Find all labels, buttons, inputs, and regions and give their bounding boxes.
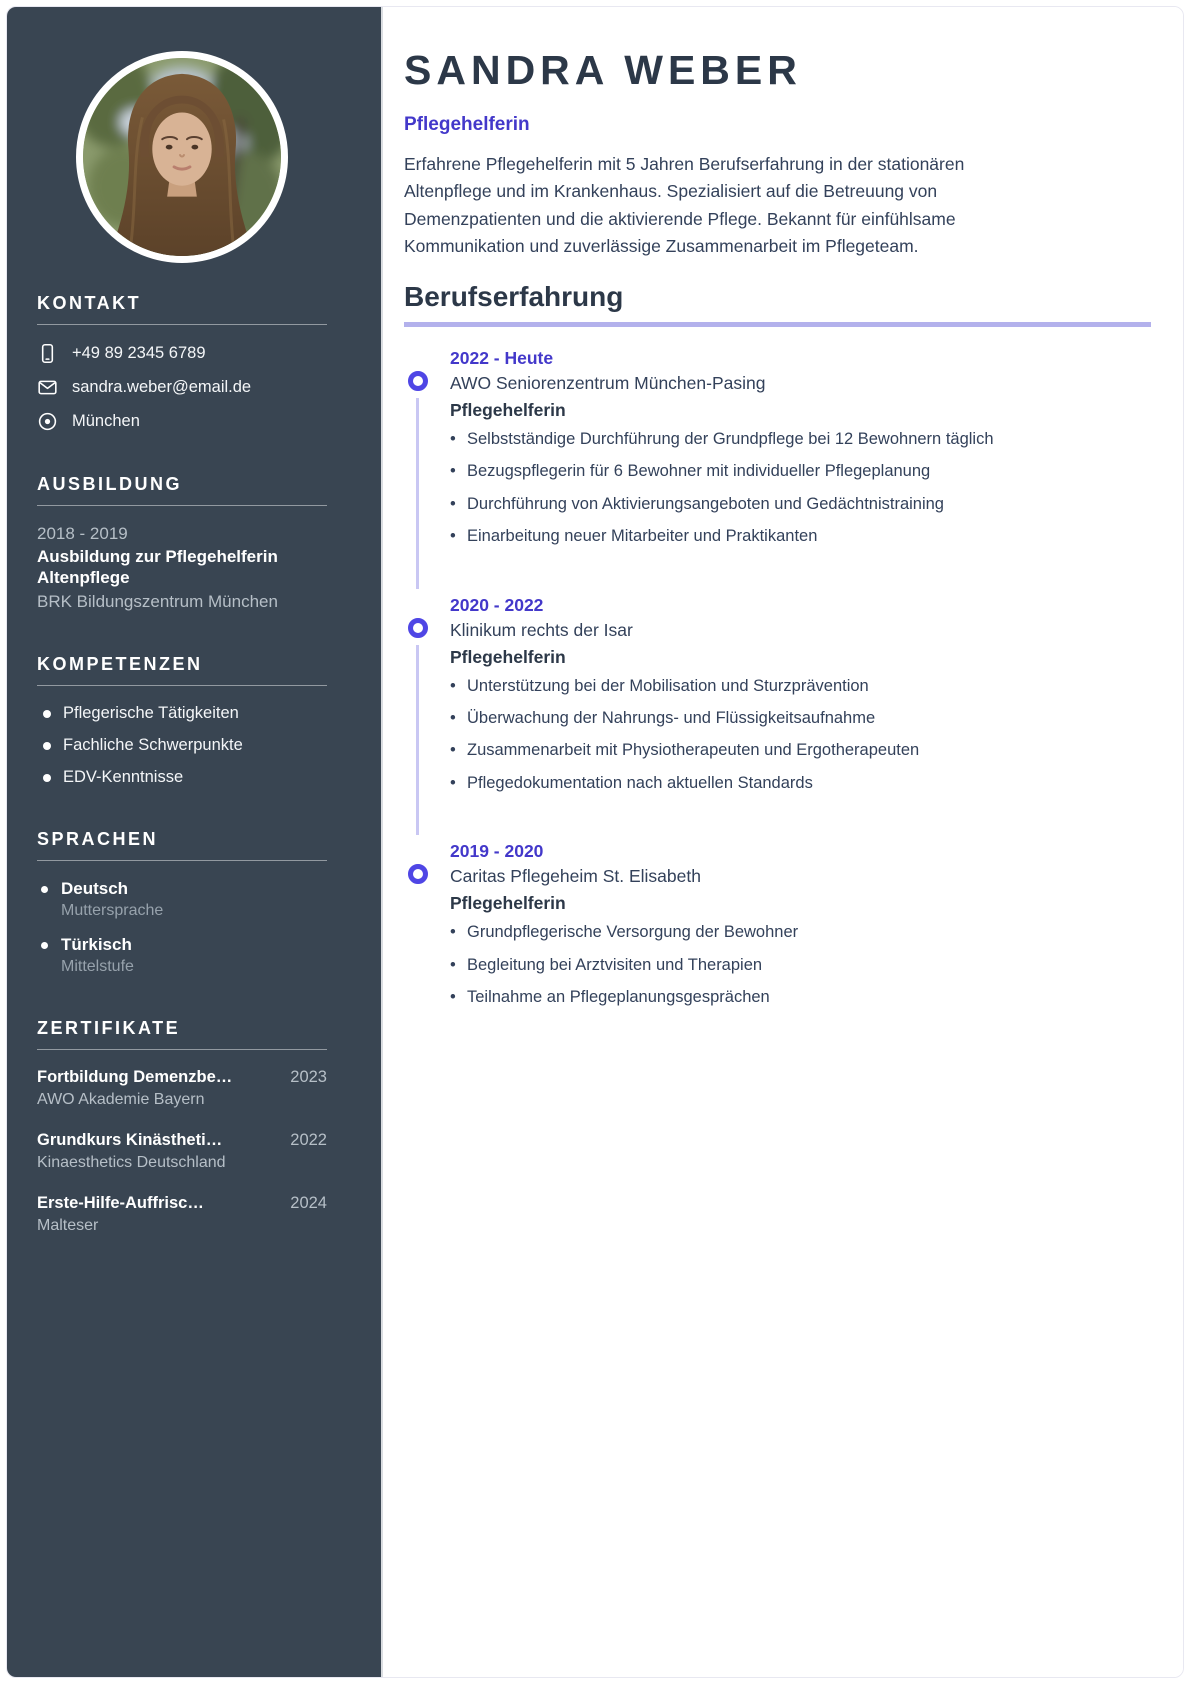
- bullet-item: • Selbstständige Durchführung der Grundpflege bei 12 Bewohnern täglich: [450, 428, 1067, 451]
- certificate-item: [37, 1194, 327, 1235]
- timeline-marker-icon: [408, 371, 428, 391]
- certificate-year: 2022: [290, 1130, 327, 1149]
- certificates-section: [37, 1018, 327, 1235]
- contact-location-text: München: [72, 412, 140, 430]
- contact-heading: KONTAKT: [37, 293, 142, 313]
- certificates-heading: ZERTIFIKATE: [37, 1017, 181, 1038]
- education-school: BRK Bildungszentrum München: [37, 591, 278, 611]
- entry-role: Pflegehelferin: [450, 399, 566, 420]
- education-degree: Ausbildung zur Pflegehelferin Altenpflege: [37, 547, 278, 588]
- languages-section: [37, 829, 327, 976]
- experience-timeline: [404, 348, 1151, 1010]
- profile-summary: Erfahrene Pflegehelferin mit 5 Jahren Berufserfahrung in der stationären Altenpflege und im Krankenhaus. Spezialisiert auf die Betreuung von Demenzpatienten und die aktivierende Pflege. Bekannt für einfühlsame Kommunikation und zuverlässige Zusammenarbeit im Pflegeteam.: [404, 154, 965, 257]
- contact-phone: [37, 343, 327, 364]
- skills-heading: KOMPETENZEN: [37, 653, 203, 674]
- bullet-item: • Begleitung bei Arztvisiten und Therapien: [450, 954, 1067, 977]
- main-content: [383, 7, 1183, 1677]
- education-heading: AUSBILDUNG: [37, 474, 182, 494]
- bullet-item: • Teilnahme an Pflegeplanungsgesprächen: [450, 986, 1067, 1009]
- language-item: [37, 935, 327, 976]
- experience-entry: [404, 348, 1151, 549]
- language-level: Mittelstufe: [61, 957, 134, 975]
- bullet-item: • Überwachung der Nahrungs- und Flüssigkeitsaufnahme: [450, 707, 1067, 730]
- timeline-marker-icon: [408, 864, 428, 884]
- entry-company: AWO Seniorenzentrum München-Pasing: [450, 372, 766, 393]
- languages-heading: SPRACHEN: [37, 828, 159, 849]
- phone-icon: [37, 343, 58, 364]
- experience-entry: [404, 841, 1151, 1009]
- bullet-item: • Grundpflegerische Versorgung der Bewohner: [450, 921, 1067, 944]
- certificate-issuer: Kinaesthetics Deutschland: [37, 1153, 226, 1171]
- experience-heading: Berufserfahrung: [404, 281, 1151, 327]
- experience-entry: [404, 595, 1151, 796]
- contact-email: [37, 377, 327, 398]
- certificate-year: 2024: [290, 1193, 327, 1212]
- certificate-issuer: AWO Akademie Bayern: [37, 1090, 205, 1108]
- entry-bullets: [450, 921, 1151, 1009]
- certificate-issuer: Malteser: [37, 1216, 99, 1234]
- bullet-item: • Pflegedokumentation nach aktuellen Standards: [450, 772, 1067, 795]
- entry-period: 2022 - Heute: [450, 347, 554, 368]
- bullet-item: • Unterstützung bei der Mobilisation und Sturzprävention: [450, 675, 1067, 698]
- resume-card: [6, 6, 1184, 1678]
- entry-period: 2020 - 2022: [450, 594, 544, 615]
- certificate-item: [37, 1131, 327, 1172]
- bullet-item: • Bezugspflegerin für 6 Bewohner mit individueller Pflegeplanung: [450, 460, 1067, 483]
- divider: [37, 1049, 327, 1050]
- language-name: Türkisch: [61, 934, 132, 954]
- entry-bullets: [450, 428, 1151, 549]
- sidebar: [7, 7, 383, 1677]
- language-level: Muttersprache: [61, 901, 164, 919]
- portrait-illustration: [83, 58, 281, 256]
- person-name: SANDRA WEBER: [404, 47, 802, 93]
- divider: [37, 505, 327, 506]
- contact-email-text: sandra.weber@email.de: [72, 378, 252, 396]
- contact-location: [37, 411, 327, 432]
- bullet-item: • Zusammenarbeit mit Physiotherapeuten und Ergotherapeuten: [450, 739, 1067, 762]
- entry-bullets: [450, 675, 1151, 796]
- email-icon: [37, 377, 58, 398]
- timeline-marker-icon: [408, 618, 428, 638]
- entry-company: Caritas Pflegeheim St. Elisabeth: [450, 866, 701, 887]
- language-item: [37, 879, 327, 920]
- skill-item: Fachliche Schwerpunkte: [37, 736, 327, 755]
- profile-photo: [76, 51, 288, 263]
- language-name: Deutsch: [61, 878, 129, 898]
- certificate-name: Grundkurs Kinästheti…: [37, 1130, 223, 1149]
- certificate-item: [37, 1068, 327, 1109]
- divider: [37, 685, 327, 686]
- entry-company: Klinikum rechts der Isar: [450, 619, 633, 640]
- contact-phone-text: +49 89 2345 6789: [72, 344, 206, 362]
- education-period: 2018 - 2019: [37, 524, 128, 543]
- education-section: [37, 474, 327, 612]
- divider: [37, 324, 327, 325]
- skills-section: [37, 654, 327, 787]
- certificate-name: Fortbildung Demenzbe…: [37, 1067, 233, 1086]
- entry-role: Pflegehelferin: [450, 893, 566, 914]
- certificate-name: Erste-Hilfe-Auffrisc…: [37, 1193, 204, 1212]
- skill-item: Pflegerische Tätigkeiten: [37, 704, 327, 723]
- entry-role: Pflegehelferin: [450, 646, 566, 667]
- certificate-year: 2023: [290, 1067, 327, 1086]
- contact-section: [37, 293, 327, 432]
- bullet-item: • Durchführung von Aktivierungsangeboten und Gedächtnistraining: [450, 493, 1067, 516]
- divider: [37, 860, 327, 861]
- bullet-item: • Einarbeitung neuer Mitarbeiter und Praktikanten: [450, 525, 1067, 548]
- skill-item: EDV-Kenntnisse: [37, 768, 327, 787]
- entry-period: 2019 - 2020: [450, 841, 544, 862]
- job-title: Pflegehelferin: [404, 114, 530, 135]
- location-icon: [37, 411, 58, 432]
